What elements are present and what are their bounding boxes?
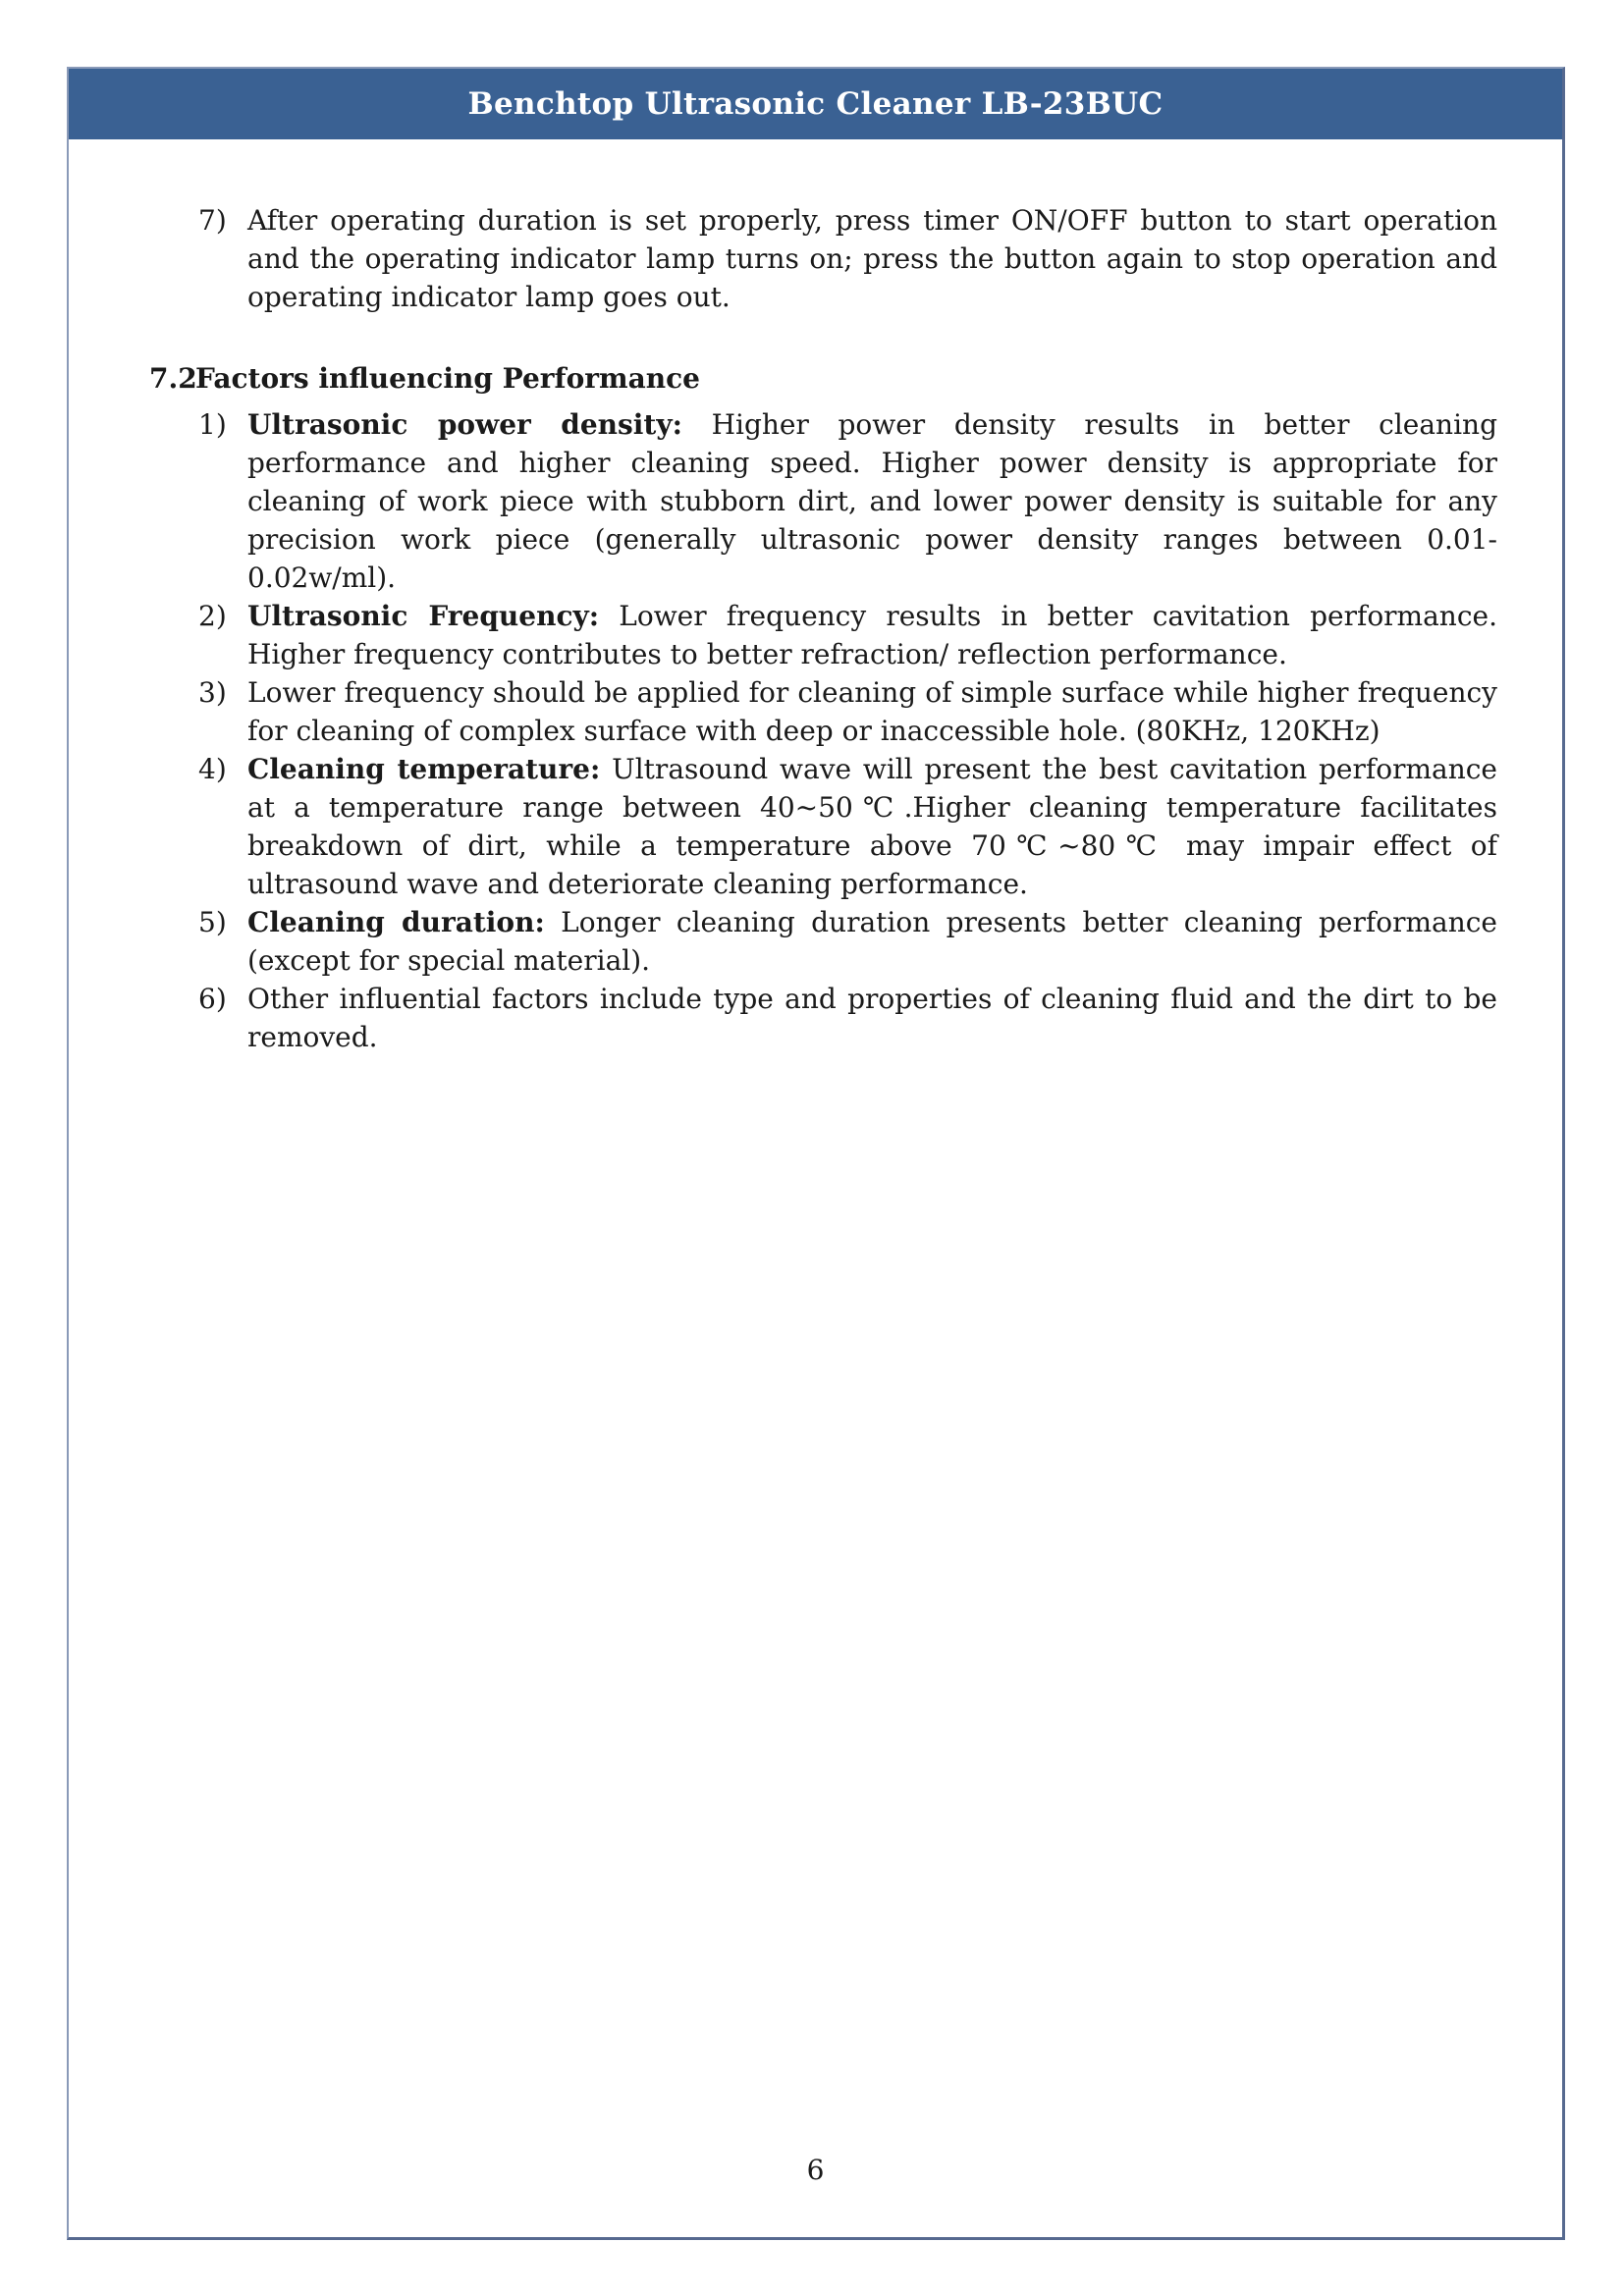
list-item <box>149 903 1497 980</box>
list-item-number: 5) <box>198 906 227 938</box>
section-heading <box>149 359 1497 398</box>
list-item-term: Ultrasonic Frequency: <box>247 600 600 632</box>
list-item <box>149 673 1497 750</box>
header-bar <box>69 69 1562 139</box>
list-item-number: 1) <box>198 408 227 441</box>
list-item-number: 6) <box>198 983 227 1015</box>
list-item-text: Higher power density results in better cleaning performance and higher cleaning speed. Higher power density is appropriate for cleaning of work piece with stubborn dirt, and lower power density is suitable for any precision work piece (generally ultrasonic power density ranges between 0.01-0.02w/ml). <box>247 408 1497 594</box>
list-item-number: 7) <box>198 204 227 237</box>
list-item-text: Lower frequency results in better cavitation performance. Higher frequency contributes to better refraction/ reflection performance. <box>247 600 1497 670</box>
section-number: 7.2 <box>149 362 197 395</box>
list-item-number: 3) <box>198 676 227 709</box>
section-title: Factors influencing Performance <box>195 362 700 395</box>
list-item-term: Cleaning temperature: <box>247 753 601 785</box>
list-item-number: 4) <box>198 753 227 785</box>
list-item <box>149 597 1497 673</box>
list-item-text: Lower frequency should be applied for cleaning of simple surface while higher frequency for cleaning of complex surface with deep or inaccessible hole. (80KHz, 120KHz) <box>247 676 1497 747</box>
list-item <box>149 750 1497 903</box>
list-item <box>149 201 1497 316</box>
list-item-text: Longer cleaning duration presents better cleaning performance (except for special material). <box>247 906 1497 977</box>
list-item-text: After operating duration is set properly, press timer ON/OFF button to start operation and the operating indicator lamp turns on; press the button again to stop operation and operating indicator lamp goes out. <box>247 204 1497 313</box>
list-item-text: Other influential factors include type and properties of cleaning fluid and the dirt to be removed. <box>247 983 1497 1053</box>
list-item-number: 2) <box>198 600 227 632</box>
list-item <box>149 980 1497 1056</box>
list-item-text: Ultrasound wave will present the best cavitation performance at a temperature range between 40~50℃.Higher cleaning temperature facilitates breakdown of dirt, while a temperature above 70℃~80℃ may impair effect of ultrasound wave and deteriorate cleaning performance. <box>247 753 1497 900</box>
list-item-term: Ultrasonic power density: <box>247 408 682 441</box>
list-item <box>149 405 1497 597</box>
list-item-term: Cleaning duration: <box>247 906 545 938</box>
page-number: 6 <box>806 2154 825 2186</box>
document-title: Benchtop Ultrasonic Cleaner LB-23BUC <box>467 86 1164 122</box>
document-body <box>149 201 1497 1056</box>
factors-list <box>149 405 1497 1056</box>
intro-list <box>149 201 1497 316</box>
